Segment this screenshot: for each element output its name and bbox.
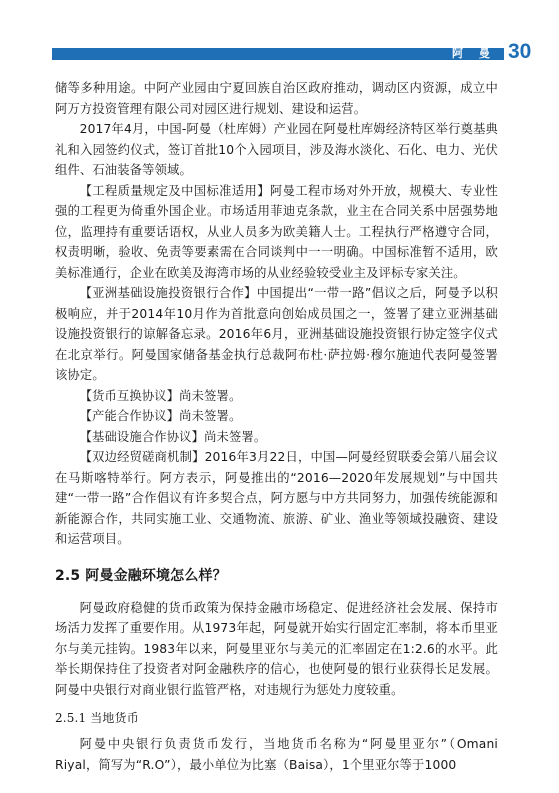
paragraph: 【货币互换协议】尚未签署。 (79, 388, 242, 403)
header-bar (52, 48, 504, 60)
section-title: 2.5 阿曼金融环境怎么样？ (55, 567, 227, 584)
paragraph: 【产能合作协议】尚未签署。 (79, 409, 242, 423)
paragraph: 2017年4月，中国-阿曼（杜库姆）产业园在阿曼杜库姆经济特区举行奠基典礼和入园签约仪式，签订首批10个入园项目，涉及海水淡化、石化、电力、光伏组件、石油装备等领域。 (55, 122, 498, 177)
running-header-title: 阿 曼 (452, 47, 496, 60)
paragraph: 阿曼政府稳健的货币政策为保持金融市场稳定、促进经济社会发展、保持市场活力发挥了重要作用。从1973年起，阿曼就开始实行固定汇率制，将本币里亚尔与美元挂钩。1983年以来，阿曼里亚尔与美元的汇率固定在1:2.6的水平。此举长期保持住了投资者对阿金融秩序的信心，也使阿曼的银行业获得长足发展。阿曼中央银行对商业银行监管严格，对违规行为惩处力度较重。 (55, 600, 498, 697)
page-number: 30 (508, 40, 532, 63)
page-content (55, 78, 498, 775)
paragraph: 阿曼中央银行负责货币发行，当地货币名称为“阿曼里亚尔”（Omani Riyal，简写为“R.O”），最小单位为比塞（Baisa），1个里亚尔等于1000 (55, 737, 498, 772)
paragraph: 【双边经贸磋商机制】2016年3月22日，中国—阿曼经贸联委会第八届会议在马斯喀特举行。阿方表示，阿曼推出的“2016—2020年发展规划”与中国共建“一带一路”合作倡议有许多契合点，阿方愿与中方共同努力，加强传统能源和新能源合作，共同实施工业、交通物流、旅游、矿业、渔业等领域投融资、建设和运营项目。 (55, 450, 498, 546)
paragraph: 【工程质量规定及中国标准适用】阿曼工程市场对外开放，规模大、专业性强的工程更为倚重外国企业。市场适用菲迪克条款，业主在合同关系中居强势地位，监理持有重要话语权，从业人员多为欧美籍人士。工程执行严格遵守合同，权责明晰，验收、免责等要素需在合同谈判中一一明确。中国标准暂不适用，欧美标准通行，企业在欧美及海湾市场的从业经验较受业主及评标专家关注。 (55, 183, 498, 280)
paragraph: 【亚洲基础设施投资银行合作】中国提出“一带一路”倡议之后，阿曼予以积极响应，并于2014年10月作为首批意向创始成员国之一，签署了建立亚洲基础设施投资银行的谅解备忘录。2016年6月，亚洲基础设施投资银行协定签字仪式在北京举行。阿曼国家储备基金执行总裁阿布杜·萨拉姆·穆尔施迪代表阿曼签署该协定。 (55, 286, 498, 382)
subsection-title: 2.5.1 当地货币 (55, 711, 139, 725)
paragraph: 储等多种用途。中阿产业园由宁夏回族自治区政府推动，调动区内资源，成立中阿万方投资管理有限公司对园区进行规划、建设和运营。 (55, 81, 498, 116)
paragraph: 【基础设施合作协议】尚未签署。 (79, 429, 267, 444)
